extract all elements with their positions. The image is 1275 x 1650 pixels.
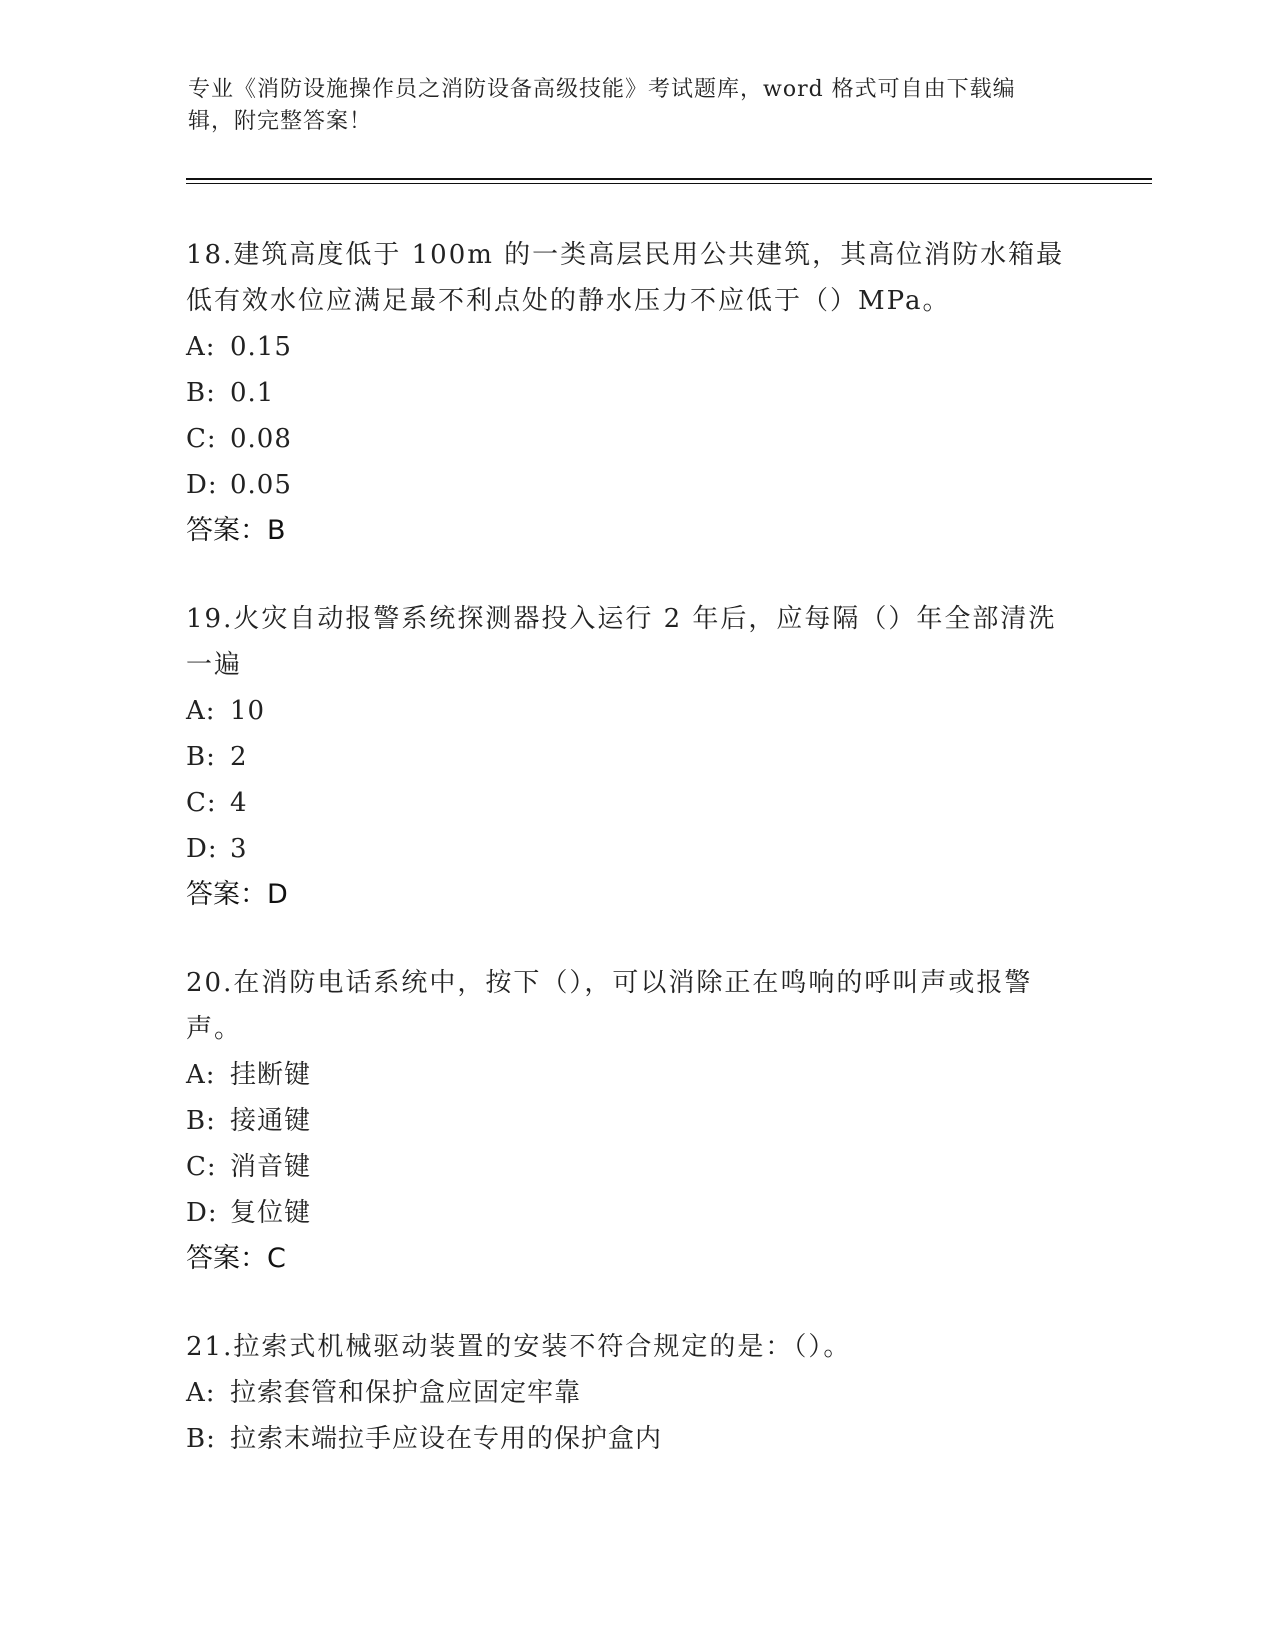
document-header <box>188 74 1088 138</box>
option-text: 10 <box>230 696 266 726</box>
question-19 <box>186 596 1086 918</box>
option-label: A: <box>186 696 216 726</box>
option-a <box>186 324 1086 370</box>
option-label: C: <box>186 424 217 454</box>
header-line-2: 辑，附完整答案！ <box>188 109 373 134</box>
option-b <box>186 1416 1086 1462</box>
answer: 答案：B <box>186 515 286 546</box>
answer: 答案：D <box>186 879 288 910</box>
question-20 <box>186 960 1086 1282</box>
option-label: D: <box>186 834 218 864</box>
option-label: C: <box>186 788 217 818</box>
question-18 <box>186 232 1086 554</box>
option-c <box>186 1144 1086 1190</box>
question-21 <box>186 1324 1086 1462</box>
option-d <box>186 462 1086 508</box>
option-text: 挂断键 <box>230 1060 312 1090</box>
option-b <box>186 370 1086 416</box>
option-text: 0.15 <box>230 332 292 362</box>
option-label: D: <box>186 1198 218 1228</box>
question-stem-line: 18.建筑高度低于 100m 的一类高层民用公共建筑，其高位消防水箱最 <box>186 240 1065 270</box>
option-c <box>186 780 1086 826</box>
option-a <box>186 1370 1086 1416</box>
question-stem-line: 21.拉索式机械驱动装置的安装不符合规定的是：（）。 <box>186 1332 852 1362</box>
option-text: 消音键 <box>230 1152 312 1182</box>
header-divider-thin <box>186 183 1152 184</box>
option-label: B: <box>186 378 216 408</box>
option-c <box>186 416 1086 462</box>
option-text: 3 <box>230 834 248 864</box>
option-label: A: <box>186 332 216 362</box>
option-label: B: <box>186 1106 216 1136</box>
question-stem-line: 一遍 <box>186 650 243 680</box>
option-label: A: <box>186 1060 216 1090</box>
question-stem-line: 声。 <box>186 1014 243 1044</box>
header-line-1: 专业《消防设施操作员之消防设备高级技能》考试题库，word 格式可自由下载编 <box>188 77 1016 102</box>
option-text: 拉索套管和保护盒应固定牢靠 <box>230 1378 582 1408</box>
option-label: B: <box>186 1424 216 1454</box>
option-label: C: <box>186 1152 217 1182</box>
option-label: D: <box>186 470 218 500</box>
option-d <box>186 826 1086 872</box>
option-text: 0.05 <box>230 470 292 500</box>
option-b <box>186 1098 1086 1144</box>
option-label: A: <box>186 1378 216 1408</box>
header-divider-thick <box>186 178 1152 180</box>
option-text: 4 <box>230 788 248 818</box>
answer: 答案：C <box>186 1243 286 1274</box>
question-stem-line: 19.火灾自动报警系统探测器投入运行 2 年后，应每隔（）年全部清洗 <box>186 604 1057 634</box>
option-a <box>186 688 1086 734</box>
option-text: 接通键 <box>230 1106 312 1136</box>
option-text: 拉索末端拉手应设在专用的保护盒内 <box>230 1424 663 1454</box>
option-text: 0.08 <box>230 424 292 454</box>
option-text: 复位键 <box>230 1198 312 1228</box>
question-stem-line: 20.在消防电话系统中，按下（），可以消除正在鸣响的呼叫声或报警 <box>186 968 1033 998</box>
option-d <box>186 1190 1086 1236</box>
option-a <box>186 1052 1086 1098</box>
option-b <box>186 734 1086 780</box>
option-label: B: <box>186 742 216 772</box>
option-text: 0.1 <box>230 378 275 408</box>
question-stem-line: 低有效水位应满足最不利点处的静水压力不应低于（）MPa。 <box>186 286 951 316</box>
option-text: 2 <box>230 742 248 772</box>
